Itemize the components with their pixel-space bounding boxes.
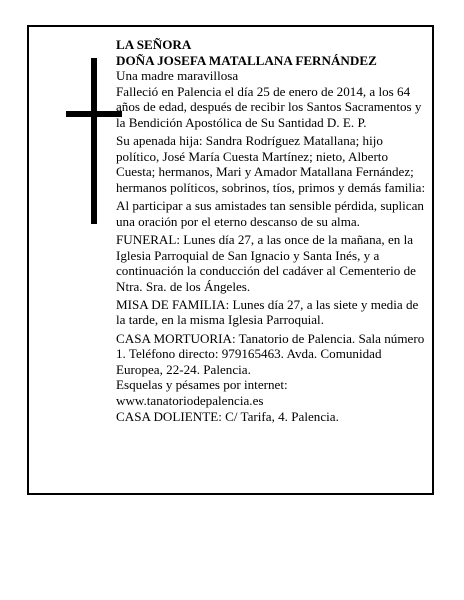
website-link[interactable]: www.tanatoriodepalencia.es: [116, 393, 264, 409]
family-list: Su apenada hija: Sandra Rodríguez Matallana; hijo político, José María Cuesta Martínez; nieto, Alberto Cuesta; hermanos, Mari y Amador Matallana Fernández; hermanos políticos, sobrinos, tíos, primos y demás familia:: [116, 133, 426, 195]
internet-condolences-label: Esquelas y pésames por internet:: [116, 377, 288, 393]
tagline: Una madre maravillosa: [116, 68, 239, 84]
obituary-notice: [27, 25, 434, 495]
family-mass-info: MISA DE FAMILIA: Lunes día 27, a las siete y media de la tarde, en la misma Iglesia Parroquial.: [116, 296, 419, 328]
cross-icon: [66, 58, 122, 224]
funeral-home-info: CASA MORTUORIA: Tanatorio de Palencia. Sala número 1. Teléfono directo: 979165463. Avda. Comunidad Europea, 22-24. Palencia.: [116, 330, 425, 377]
notice-text: [116, 37, 426, 424]
prayer-request: Al participar a sus amistades tan sensible pérdida, suplican una oración por el eterno descanso de su alma.: [116, 198, 424, 229]
mourning-home-info: CASA DOLIENTE: C/ Tarifa, 4. Palencia.: [116, 408, 339, 424]
heading-title: LA SEÑORA: [116, 37, 192, 52]
funeral-info: FUNERAL: Lunes día 27, a las once de la mañana, en la Iglesia Parroquial de San Ignacio y Santa Inés, y a continuación la conducción del cadáver al Cementerio de Ntra. Sra. de los Ángeles.: [116, 231, 416, 294]
death-announcement: Falleció en Palencia el día 25 de enero de 2014, a los 64 años de edad, después de recibir los Santos Sacramentos y la Bendición Apostólica de Su Santidad D. E. P.: [116, 83, 422, 130]
deceased-name: DOÑA JOSEFA MATALLANA FERNÁNDEZ: [116, 52, 377, 68]
cross-horizontal-bar: [66, 111, 122, 117]
cross-vertical-bar: [91, 58, 97, 224]
